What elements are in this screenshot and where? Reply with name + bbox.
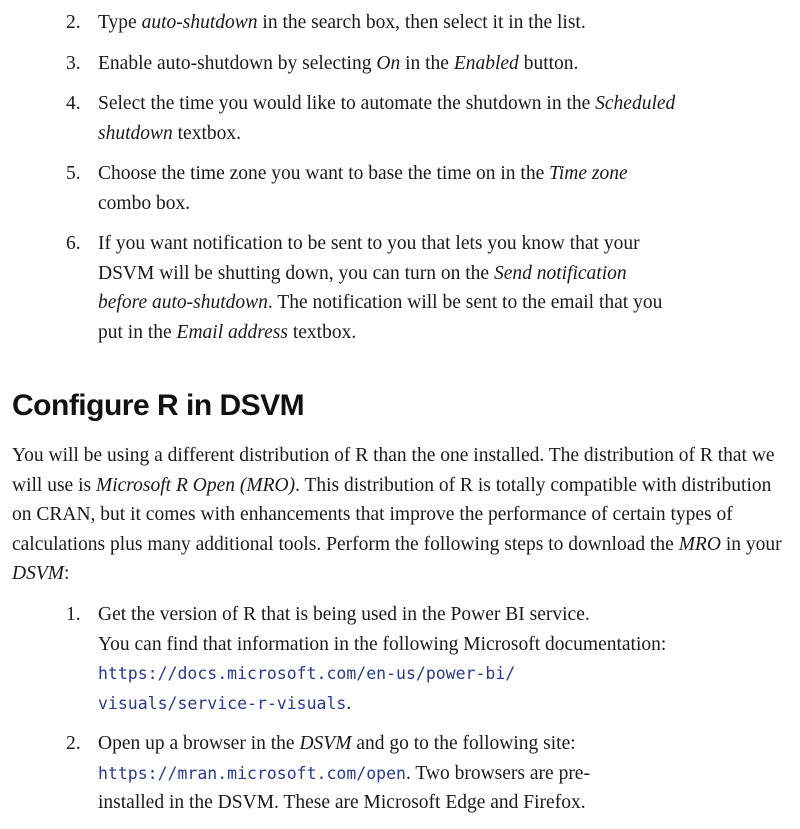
step-text: [98, 604, 666, 714]
emphasis-text: MRO: [678, 533, 721, 555]
emphasis-text: Send notification before auto-shutdown: [98, 262, 627, 313]
emphasis-text: DSVM: [12, 563, 64, 584]
emphasis-text: Enabled: [453, 52, 519, 74]
text-run: button.: [518, 52, 579, 74]
step-text: [98, 53, 578, 74]
text-run: Type: [98, 12, 142, 33]
text-run: in the search box, then select it in the list.: [257, 12, 586, 33]
steps-list-auto-shutdown: [0, 8, 800, 358]
section-heading: Configure R in DSVM: [12, 389, 305, 422]
step-text: [98, 163, 628, 214]
list-item: [0, 89, 678, 148]
doc-link[interactable]: https://mran.microsoft.com/open: [98, 763, 406, 783]
step-number: 3.: [66, 52, 81, 74]
list-item: [0, 600, 738, 718]
step-text: [98, 733, 590, 813]
emphasis-text: auto-shutdown: [141, 12, 258, 33]
list-item: [0, 229, 678, 347]
text-run: .: [346, 692, 352, 714]
step-text: [98, 12, 586, 33]
text-run: Enable auto-shutdown by selecting: [98, 52, 377, 74]
step-number: 5.: [66, 163, 81, 184]
doc-link[interactable]: visuals/service-r-visuals: [98, 693, 347, 713]
doc-link[interactable]: https://docs.microsoft.com/en-us/power-bi/: [98, 664, 516, 683]
intro-paragraph: [12, 441, 792, 589]
text-run: Open up a browser in the: [98, 733, 300, 754]
text-run: Choose the time zone you want to base the time on in the: [98, 163, 550, 184]
step-number: 1.: [66, 604, 81, 625]
step-number: 6.: [66, 233, 81, 254]
steps-list-configure-r: [0, 600, 800, 829]
emphasis-text: Email address: [176, 321, 288, 343]
list-item: [0, 8, 678, 38]
emphasis-text: Scheduled shutdown: [98, 93, 676, 144]
emphasis-text: Microsoft R Open (MRO): [95, 474, 296, 496]
text-run: You will be using a different distribution of R than the one installed. The distribution of R that we will use is: [12, 445, 775, 496]
list-item: [0, 729, 738, 818]
text-run: combo box.: [98, 192, 191, 214]
list-item: [0, 159, 678, 218]
text-run: :: [64, 563, 70, 584]
text-run: installed in the DSVM. These are Microsoft Edge and Firefox.: [98, 792, 586, 813]
step-number: 2.: [66, 12, 81, 33]
text-run: Select the time you would like to automate the shutdown in the: [98, 93, 596, 114]
step-number: 4.: [66, 93, 81, 114]
step-number: 2.: [66, 733, 81, 754]
text-run: textbox.: [287, 321, 357, 343]
text-run: in the: [400, 52, 454, 74]
text-run: . The notification will be sent to the email that you put in the: [98, 292, 663, 343]
emphasis-text: Time zone: [549, 163, 628, 184]
text-run: . Two browsers are pre-: [405, 762, 590, 784]
step-text: [98, 93, 675, 144]
step-text: [98, 233, 662, 343]
text-run: If you want notification to be sent to you that lets you know that your DSVM will be shutting down, you can turn on the: [98, 233, 640, 284]
text-run: You can find that information in the following Microsoft documentation:: [98, 633, 667, 655]
text-run: in your: [720, 533, 782, 555]
text-run: and go to the following site:: [351, 733, 576, 754]
emphasis-text: DSVM: [299, 733, 352, 754]
text-run: . This distribution of R is totally compatible with distribution on CRAN, but it comes with enhancements that improve the performance of certain types of calculations plus many additional tools. Perform the following steps to download the: [12, 474, 772, 555]
emphasis-text: On: [376, 52, 401, 74]
text-run: Get the version of R that is being used in the Power BI service.: [98, 604, 590, 625]
text-run: textbox.: [172, 122, 242, 144]
list-item: [0, 49, 678, 79]
